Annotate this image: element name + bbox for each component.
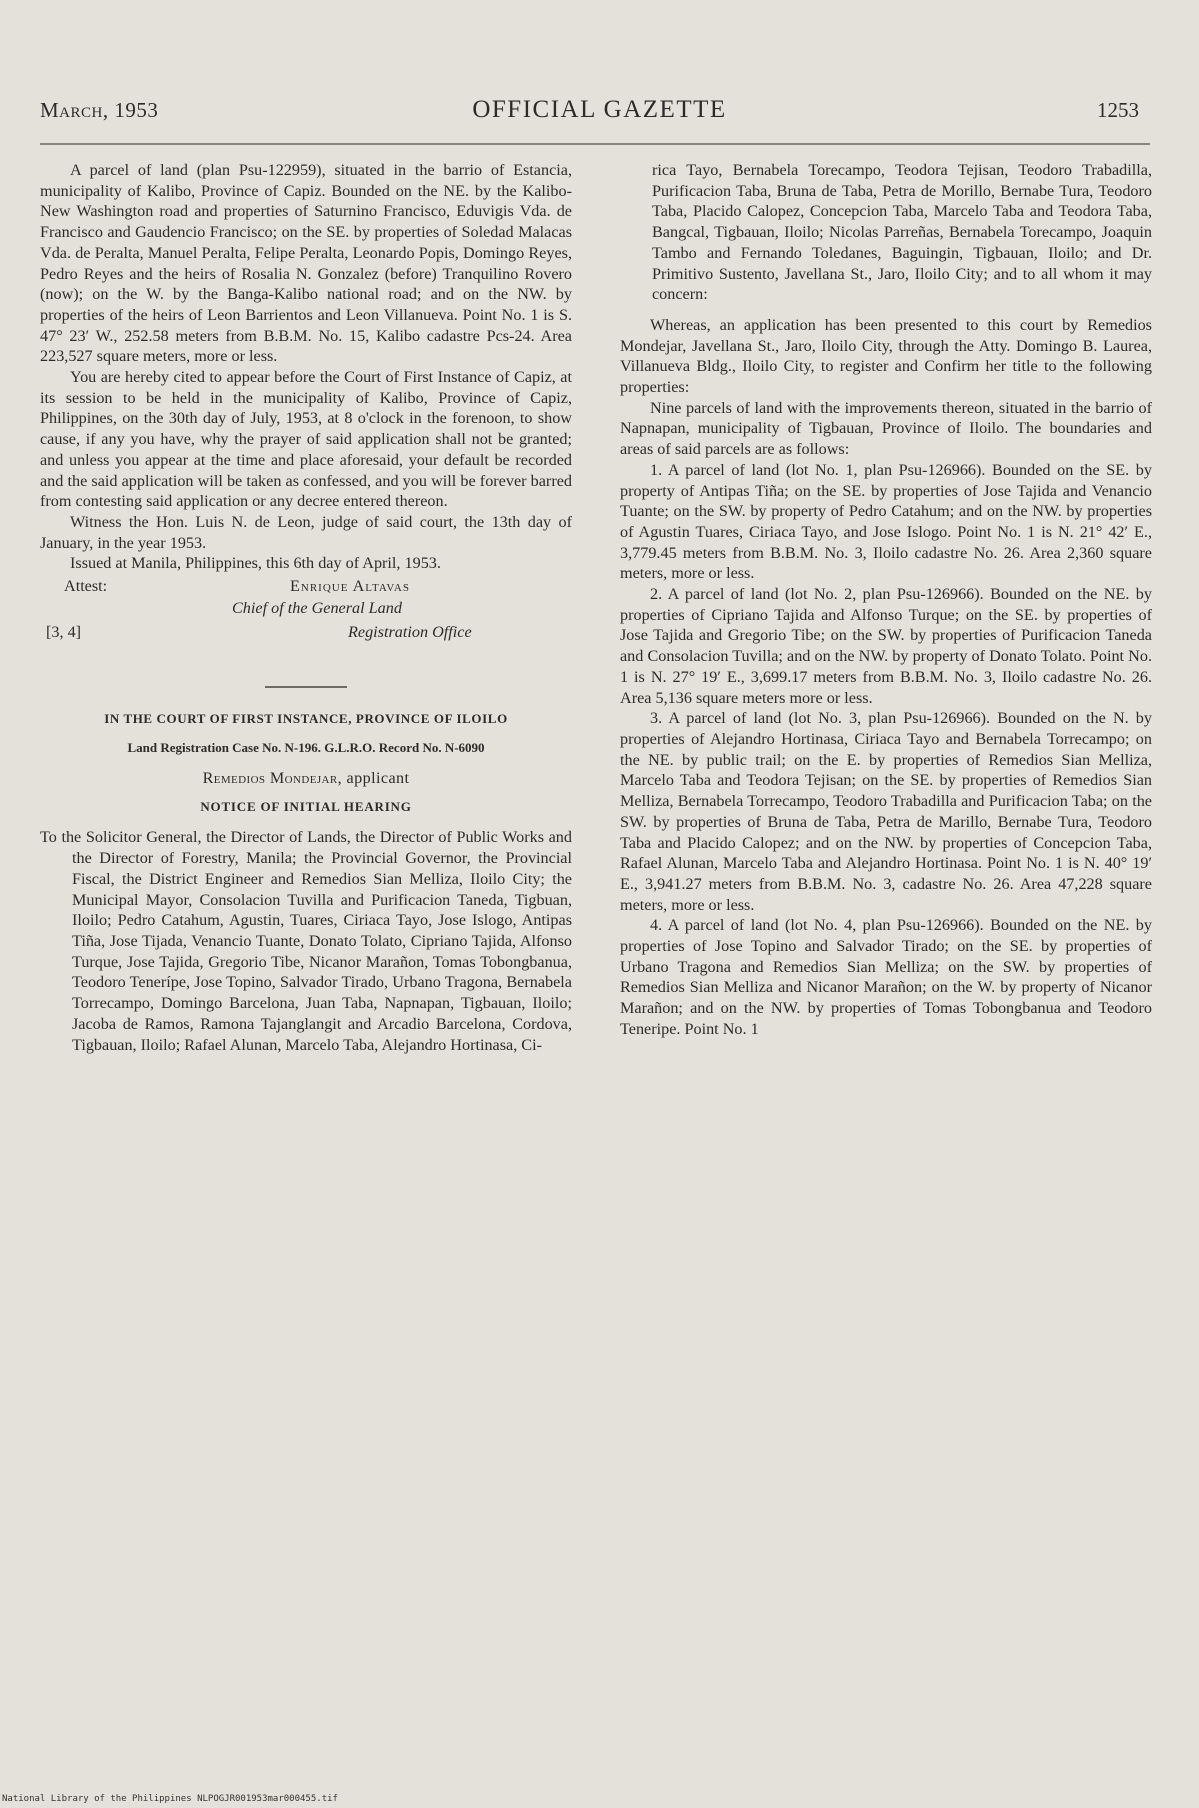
- witness-paragraph: Witness the Hon. Luis N. de Leon, judge of said court, the 13th day of January, in the year 1953.: [40, 512, 572, 552]
- signer-name: Enrique Altavas: [290, 577, 410, 596]
- nine-parcels-paragraph: Nine parcels of land with the improvements thereon, situated in the barrio of Napnapan, municipality of Tigbauan, Province of Iloilo. The boundaries and areas of said parcels are as follows:: [620, 398, 1152, 459]
- whereas-paragraph: Whereas, an application has been presented to this court by Remedios Mondejar, Javellana St., Jaro, Iloilo City, through the Atty. Domingo B. Laurea, Villanueva Bldg., Iloilo City, to register and Confirm her title to the following properties:: [620, 315, 1152, 397]
- applicant-name: Remedios Mondejar: [202, 769, 338, 788]
- left-column: [40, 160, 572, 1055]
- court-heading: IN THE COURT OF FIRST INSTANCE, PROVINCE OF ILOILO: [104, 711, 508, 727]
- addressees-paragraph: To the Solicitor General, the Director of Lands, the Director of Public Works and the Director of Forestry, Manila; the Provincial Governor, the Provincial Fiscal, the District Engineer and Remedios Sian Melliza, Iloilo City; the Municipal Mayor, Consolacion Tuvilla and Purificacion Taneda, Tigbuan, Iloilo; Pedro Catahum, Agustin, Tuares, Ciriaca Tayo, Jose Islogo, Antipas Tiña, Jose Tijada, Venancio Tuante, Donato Tolato, Cipriano Tajida, Alfonso Turque, Jose Tajida, Gregorio Tibe, Nicanor Marañon, Tomas Tobongbanua, Teodoro Tenerípe, Jose Topino, Salvador Tirado, Urbano Tragona, Bernabela Torrecampo, Domingo Barcelona, Juan Taba, Napnapan, Tigbauan, Iloilo; Jacoba de Ramos, Ramona Tajanglangit and Arcadio Barcelona, Cordova, Tigbauan, Iloilo; Rafael Alunan, Marcelo Taba, Alejandro Hortinasa, Ci-: [40, 828, 572, 1054]
- issue-code: [3, 4]: [46, 623, 82, 642]
- parcel-description: A parcel of land (plan Psu-122959), situated in the barrio of Estancia, municipality of Kalibo, Province of Capiz. Bounded on the NE. by the Kalibo-New Washington road and properties of Saturnino Francisco, Eduvigis Vda. de Francisco and Gaudencio Francisco; on the SE. by properties of Soledad Malacas Vda. de Peralta, Manuel Peralta, Felipe Peralta, Leonardo Popis, Domingo Reyes, Pedro Reyes and the heirs of Rosalia N. Gonzalez (before) Tranquilino Rovero (now); on the W. by the Banga-Kalibo national road; and on the NW. by properties of the heirs of Leon Barrientos and Leon Villanueva. Point No. 1 is S. 47° 23′ W., 252.58 meters from B.B.M. No. 15, Kalibo cadastre Pcs-24. Area 223,527 square meters, more or less.: [40, 161, 572, 366]
- signer-title-line-1: Chief of the General Land: [232, 599, 402, 618]
- parcel-2: 2. A parcel of land (lot No. 2, plan Psu-126966). Bounded on the NE. by properties of Cipriano Tajida and Alfonso Turque; on the SE. by properties of Jose Tajida and Gregorio Tibe; on the SW. by properties of Purificacion Taneda and Consolacion Tuvilla; and on the NW. by property of Donato Tolato. Point No. 1 is N. 27° 19′ E., 3,699.17 meters from B.B.M. No. 3, Iloilo cadastre No. 26. Area 5,136 square meters more or less.: [620, 585, 1152, 707]
- issued-paragraph: Issued at Manila, Philippines, this 6th day of April, 1953.: [70, 554, 441, 573]
- parcel-4: 4. A parcel of land (lot No. 4, plan Psu-126966). Bounded on the NE. by properties of Jose Topino and Salvador Tirado; on the SE. by properties of Urbano Tragona and Remedios Sian Melliza; on the SW. by properties of Remedios Sian Melliza and Nicanor Marañon; on the W. by property of Nicanor Marañon; and on the NW. by properties of Tomas Tobongbanua and Teodoro Teneripe. Point No. 1: [620, 916, 1152, 1038]
- signature-block: [40, 576, 572, 666]
- header-page-number: 1253: [1097, 98, 1139, 122]
- case-heading: Land Registration Case No. N-196. G.L.R.O. Record No. N-6090: [127, 740, 485, 756]
- header-title: OFFICIAL GAZETTE: [472, 96, 727, 123]
- section-divider: [265, 686, 347, 688]
- applicant-suffix: , applicant: [337, 769, 410, 788]
- citation-paragraph: You are hereby cited to appear before the Court of First Instance of Capiz, at its session to be held in the municipality of Kalibo, Province of Capiz, Philippines, on the 30th day of July, 1953, at 8 o'clock in the forenoon, to show cause, if any you have, why the prayer of said application shall not be granted; and unless you appear at the time and place aforesaid, your default be recorded and the said application will be taken as confessed, and you will be forever barred from contesting said application or any decree entered thereon.: [40, 368, 572, 511]
- header-date: March, 1953: [40, 98, 159, 122]
- parcel-1: 1. A parcel of land (lot No. 1, plan Psu-126966). Bounded on the SE. by property of Antipas Tiña; on the SE. by properties of Jose Tajida and Venancio Tuante; on the SW. by property of Pedro Catahum; and on the NW. by properties of Agustin Tuares, Ciriaca Tayo, and Jose Islogo. Point No. 1 is N. 21° 42′ E., 3,779.45 meters from B.B.M. No. 3, Iloilo cadastre No. 26. Area 2,360 square meters, more or less.: [620, 460, 1152, 583]
- addressees-continuation: rica Tayo, Bernabela Torecampo, Teodora Tejisan, Teodoro Trabadilla, Purificacion Taba, Bruna de Taba, Petra de Morillo, Bernabe Tura, Teodoro Taba, Placido Calopez, Concepcion Taba, Marcelo Taba and Teodora Taba, Bangcal, Tigbauan, Iloilo; Nicolas Parreñas, Bernabela Torecampo, Joaquin Tambo and Fernando Toledanes, Baguingin, Tigbauan, Iloilo; and Dr. Primitivo Sustento, Javellana St., Jaro, Iloilo City; and to all whom it may concern:: [652, 161, 1152, 304]
- header-rule: [40, 143, 1150, 145]
- applicant-line: [40, 768, 572, 789]
- scan-footer: National Library of the Philippines NLPOGJR001953mar000455.tif: [2, 1794, 338, 1804]
- parcel-3: 3. A parcel of land (lot No. 3, plan Psu-126966). Bounded on the N. by properties of Alejandro Hortinasa, Ciriaca Tayo and Bernabela Torrecampo; on the NE. by public trail; on the E. by properties of Remedios Sian Melliza, Marcelo Taba and Teodora Tejisan; on the SE. by properties of Remedios Sian Melliza, Bernabela Torrecampo, Teodoro Trabadilla and Purificacion Taba; on the SW. by properties of Bruna de Taba, Petra de Marillo, Bernabe Tura, Teodoro Taba and Placido Calopez; and on the NW. by properties of Concepcion Taba, Rafael Alunan, Marcelo Taba and Alejandro Hortinasa. Point No. 1 is N. 40° 19′ E., 3,941.27 meters from B.B.M. No. 3, cadastre No. 26. Area 47,228 square meters, more or less.: [620, 709, 1152, 914]
- signer-title-line-2: Registration Office: [348, 623, 472, 642]
- notice-title: NOTICE OF INITIAL HEARING: [200, 798, 412, 814]
- right-column: [620, 160, 1152, 1040]
- attest-label: Attest:: [64, 577, 108, 596]
